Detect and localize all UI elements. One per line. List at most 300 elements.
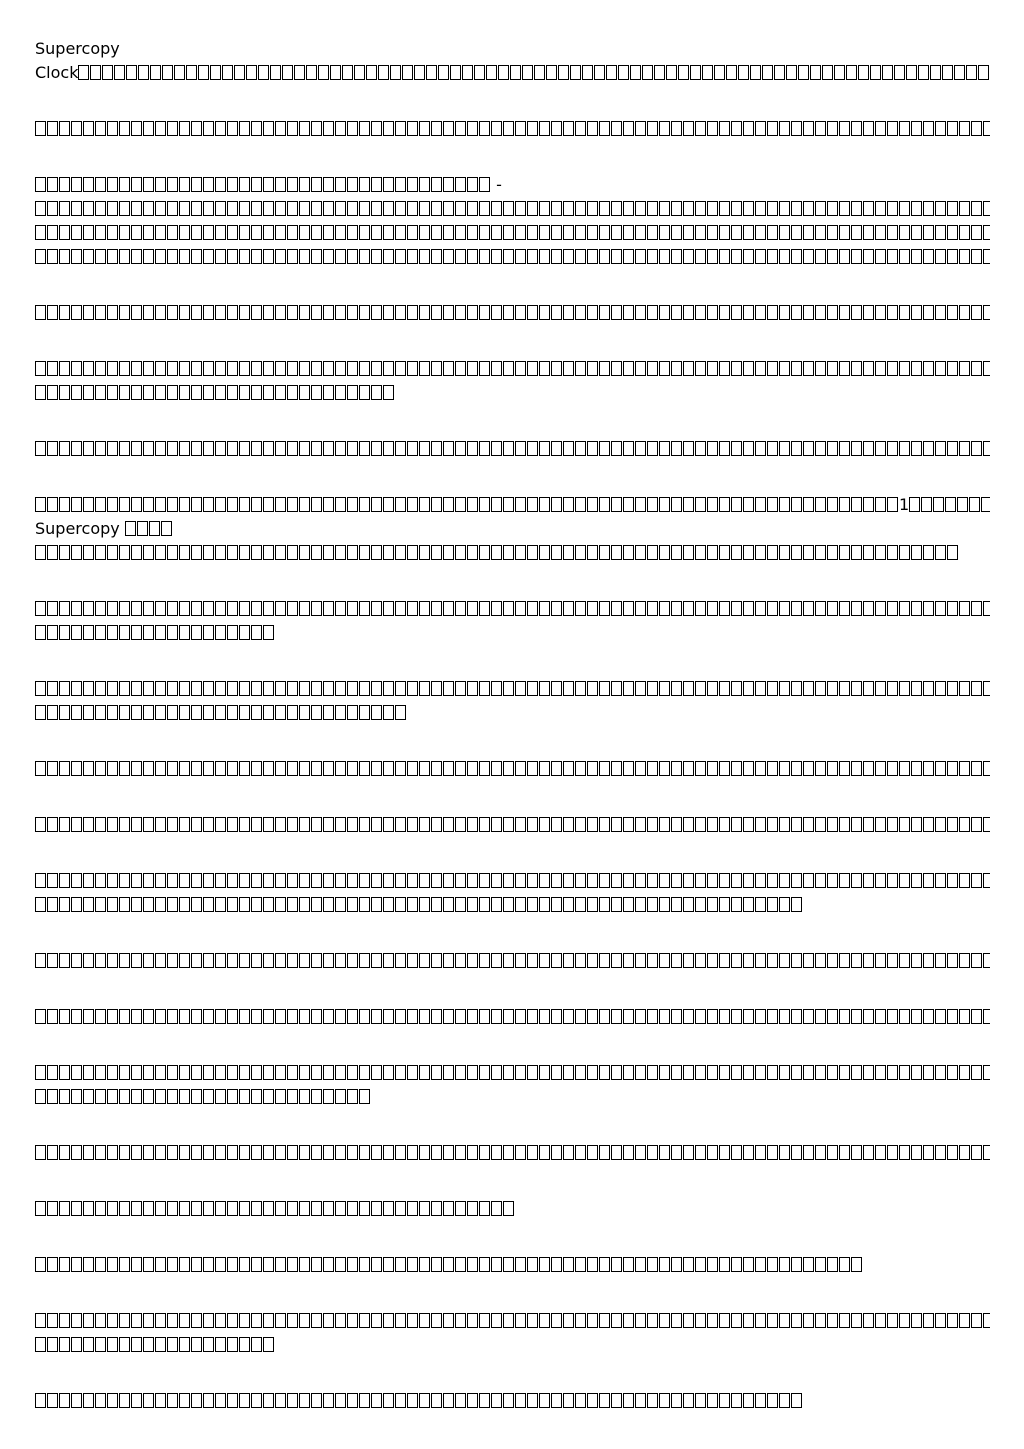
missing-glyph-box xyxy=(719,497,730,512)
missing-glyph-box xyxy=(323,1089,334,1104)
missing-glyph-box xyxy=(791,225,802,240)
missing-glyph-box xyxy=(479,361,490,376)
missing-glyph-box xyxy=(383,361,394,376)
missing-glyph-box xyxy=(371,385,382,400)
missing-glyph-box xyxy=(899,817,910,832)
missing-glyph-box xyxy=(791,897,802,912)
missing-glyph-box xyxy=(419,1393,430,1408)
missing-glyph-box xyxy=(983,1009,990,1024)
missing-glyph-box xyxy=(143,681,154,696)
missing-glyph-box xyxy=(191,1201,202,1216)
missing-glyph-box xyxy=(395,953,406,968)
missing-glyph-box xyxy=(203,873,214,888)
missing-glyph-box xyxy=(299,953,310,968)
missing-glyph-box xyxy=(971,225,982,240)
missing-glyph-box xyxy=(263,305,274,320)
missing-glyph-box xyxy=(611,305,622,320)
missing-glyph-box xyxy=(395,249,406,264)
missing-glyph-box xyxy=(107,1065,118,1080)
text-line xyxy=(35,301,990,325)
missing-glyph-box xyxy=(479,545,490,560)
missing-glyph-box xyxy=(731,1393,742,1408)
missing-glyph-box xyxy=(515,225,526,240)
missing-glyph-box xyxy=(671,305,682,320)
missing-glyph-box xyxy=(815,1145,826,1160)
missing-glyph-box xyxy=(443,601,454,616)
missing-glyph-box xyxy=(719,681,730,696)
missing-glyph-box xyxy=(239,1089,250,1104)
missing-glyph-box xyxy=(551,873,562,888)
missing-glyph-box xyxy=(587,953,598,968)
missing-glyph-box xyxy=(131,761,142,776)
missing-glyph-box xyxy=(191,225,202,240)
missing-glyph-box xyxy=(59,897,70,912)
missing-glyph-box xyxy=(803,497,814,512)
missing-glyph-box xyxy=(923,441,934,456)
missing-glyph-box xyxy=(887,225,898,240)
missing-glyph-box xyxy=(635,897,646,912)
missing-glyph-box xyxy=(743,249,754,264)
missing-glyph-box xyxy=(323,1009,334,1024)
missing-glyph-box xyxy=(635,953,646,968)
missing-glyph-box xyxy=(611,545,622,560)
missing-glyph-box xyxy=(623,121,634,136)
missing-glyph-box xyxy=(815,441,826,456)
missing-glyph-box xyxy=(455,1313,466,1328)
missing-glyph-box xyxy=(563,201,574,216)
missing-glyph-box xyxy=(527,873,538,888)
missing-glyph-box xyxy=(167,1089,178,1104)
missing-glyph-box xyxy=(491,1145,502,1160)
missing-glyph-box xyxy=(419,545,430,560)
missing-glyph-box xyxy=(623,817,634,832)
missing-glyph-box xyxy=(371,1009,382,1024)
missing-glyph-box xyxy=(875,1065,886,1080)
missing-glyph-box xyxy=(959,601,970,616)
missing-glyph-box xyxy=(83,897,94,912)
missing-glyph-box xyxy=(563,121,574,136)
missing-glyph-box xyxy=(515,601,526,616)
missing-glyph-box xyxy=(419,121,430,136)
missing-glyph-box xyxy=(443,681,454,696)
missing-glyph-box xyxy=(131,545,142,560)
missing-glyph-box xyxy=(575,873,586,888)
missing-glyph-box xyxy=(491,1393,502,1408)
missing-glyph-box xyxy=(755,681,766,696)
missing-glyph-box xyxy=(395,121,406,136)
missing-glyph-box xyxy=(671,361,682,376)
missing-glyph-box xyxy=(755,1393,766,1408)
missing-glyph-box xyxy=(107,545,118,560)
missing-glyph-box xyxy=(503,601,514,616)
missing-glyph-box xyxy=(599,225,610,240)
missing-glyph-box xyxy=(35,249,46,264)
missing-glyph-box xyxy=(347,897,358,912)
missing-glyph-box xyxy=(107,601,118,616)
missing-glyph-box xyxy=(143,761,154,776)
missing-glyph-box xyxy=(671,1065,682,1080)
missing-glyph-box xyxy=(551,249,562,264)
text-line xyxy=(35,677,990,701)
missing-glyph-box xyxy=(851,225,862,240)
missing-glyph-box xyxy=(227,305,238,320)
missing-glyph-box xyxy=(875,361,886,376)
missing-glyph-box xyxy=(539,1009,550,1024)
missing-glyph-box xyxy=(419,953,430,968)
missing-glyph-box xyxy=(323,897,334,912)
missing-glyph-box xyxy=(155,225,166,240)
missing-glyph-box xyxy=(131,1257,142,1272)
missing-glyph-box xyxy=(227,705,238,720)
missing-glyph-box xyxy=(119,249,130,264)
missing-glyph-box xyxy=(491,1313,502,1328)
missing-glyph-box xyxy=(887,361,898,376)
missing-glyph-box xyxy=(863,817,874,832)
missing-glyph-box xyxy=(671,897,682,912)
missing-glyph-box xyxy=(599,361,610,376)
missing-glyph-box xyxy=(971,873,982,888)
missing-glyph-box xyxy=(71,953,82,968)
missing-glyph-box xyxy=(215,1201,226,1216)
missing-glyph-box xyxy=(551,761,562,776)
missing-glyph-box xyxy=(983,361,990,376)
missing-glyph-box xyxy=(959,1145,970,1160)
missing-glyph-box xyxy=(59,817,70,832)
missing-glyph-box xyxy=(227,201,238,216)
missing-glyph-box xyxy=(827,1009,838,1024)
missing-glyph-box xyxy=(71,873,82,888)
missing-glyph-box xyxy=(575,249,586,264)
missing-glyph-box xyxy=(959,305,970,320)
missing-glyph-box xyxy=(935,305,946,320)
missing-glyph-box xyxy=(851,249,862,264)
missing-glyph-box xyxy=(563,681,574,696)
paragraph xyxy=(35,1197,990,1221)
missing-glyph-box xyxy=(563,1393,574,1408)
missing-glyph-box xyxy=(647,1065,658,1080)
missing-glyph-box xyxy=(263,1089,274,1104)
missing-glyph-box xyxy=(719,361,730,376)
missing-glyph-box xyxy=(683,361,694,376)
missing-glyph-box xyxy=(323,953,334,968)
missing-glyph-box xyxy=(347,761,358,776)
missing-glyph-box xyxy=(203,705,214,720)
missing-glyph-box xyxy=(191,497,202,512)
missing-glyph-box xyxy=(215,201,226,216)
missing-glyph-box xyxy=(371,1313,382,1328)
missing-glyph-box xyxy=(275,225,286,240)
missing-glyph-box xyxy=(215,1257,226,1272)
missing-glyph-box xyxy=(191,873,202,888)
missing-glyph-box xyxy=(239,1009,250,1024)
missing-glyph-box xyxy=(563,761,574,776)
missing-glyph-box xyxy=(683,201,694,216)
missing-glyph-box xyxy=(395,873,406,888)
missing-glyph-box xyxy=(611,817,622,832)
missing-glyph-box xyxy=(899,545,910,560)
missing-glyph-box xyxy=(71,1313,82,1328)
missing-glyph-box xyxy=(587,761,598,776)
missing-glyph-box xyxy=(647,361,658,376)
missing-glyph-box xyxy=(35,441,46,456)
missing-glyph-box xyxy=(791,1009,802,1024)
missing-glyph-box xyxy=(815,201,826,216)
missing-glyph-box xyxy=(911,201,922,216)
missing-glyph-box xyxy=(743,1145,754,1160)
missing-glyph-box xyxy=(498,65,509,80)
missing-glyph-box xyxy=(587,305,598,320)
missing-glyph-box xyxy=(551,953,562,968)
missing-glyph-box xyxy=(635,873,646,888)
missing-glyph-box xyxy=(743,601,754,616)
missing-glyph-box xyxy=(755,1145,766,1160)
missing-glyph-box xyxy=(227,497,238,512)
missing-glyph-box xyxy=(803,601,814,616)
missing-glyph-box xyxy=(635,201,646,216)
missing-glyph-box xyxy=(35,305,46,320)
missing-glyph-box xyxy=(431,249,442,264)
missing-glyph-box xyxy=(899,761,910,776)
missing-glyph-box xyxy=(923,681,934,696)
missing-glyph-box xyxy=(143,953,154,968)
missing-glyph-box xyxy=(419,441,430,456)
missing-glyph-box xyxy=(167,545,178,560)
missing-glyph-box xyxy=(359,897,370,912)
missing-glyph-box xyxy=(767,1393,778,1408)
missing-glyph-box xyxy=(35,897,46,912)
missing-glyph-box xyxy=(779,681,790,696)
missing-glyph-box xyxy=(143,1201,154,1216)
text-line xyxy=(35,757,990,781)
missing-glyph-box xyxy=(71,1257,82,1272)
missing-glyph-box xyxy=(563,897,574,912)
missing-glyph-box xyxy=(35,625,46,640)
missing-glyph-box xyxy=(275,305,286,320)
missing-glyph-box xyxy=(299,1393,310,1408)
missing-glyph-box xyxy=(431,873,442,888)
missing-glyph-box xyxy=(299,121,310,136)
missing-glyph-box xyxy=(957,497,968,512)
missing-glyph-box xyxy=(191,249,202,264)
missing-glyph-box xyxy=(47,873,58,888)
missing-glyph-box xyxy=(827,1313,838,1328)
missing-glyph-box xyxy=(167,361,178,376)
missing-glyph-box xyxy=(239,1257,250,1272)
missing-glyph-box xyxy=(779,1257,790,1272)
missing-glyph-box xyxy=(191,1393,202,1408)
missing-glyph-box xyxy=(155,625,166,640)
missing-glyph-box xyxy=(59,361,70,376)
missing-glyph-box xyxy=(959,121,970,136)
missing-glyph-box xyxy=(683,225,694,240)
missing-glyph-box xyxy=(414,65,425,80)
missing-glyph-box xyxy=(683,497,694,512)
missing-glyph-box xyxy=(143,545,154,560)
missing-glyph-box xyxy=(647,201,658,216)
missing-glyph-box xyxy=(239,249,250,264)
missing-glyph-box xyxy=(503,201,514,216)
missing-glyph-box xyxy=(167,817,178,832)
missing-glyph-box xyxy=(767,873,778,888)
text-line xyxy=(35,1085,990,1109)
missing-glyph-box xyxy=(779,305,790,320)
missing-glyph-box xyxy=(635,681,646,696)
missing-glyph-box xyxy=(263,1393,274,1408)
missing-glyph-box xyxy=(47,545,58,560)
missing-glyph-box xyxy=(443,225,454,240)
missing-glyph-box xyxy=(383,201,394,216)
missing-glyph-box xyxy=(59,601,70,616)
missing-glyph-box xyxy=(371,1065,382,1080)
missing-glyph-box xyxy=(119,545,130,560)
missing-glyph-box xyxy=(503,225,514,240)
missing-glyph-box xyxy=(275,1201,286,1216)
missing-glyph-box xyxy=(263,681,274,696)
missing-glyph-box xyxy=(755,441,766,456)
missing-glyph-box xyxy=(959,441,970,456)
missing-glyph-box xyxy=(35,1201,46,1216)
missing-glyph-box xyxy=(815,1065,826,1080)
missing-glyph-box xyxy=(575,441,586,456)
missing-glyph-box xyxy=(875,953,886,968)
missing-glyph-box xyxy=(263,249,274,264)
missing-glyph-box xyxy=(647,953,658,968)
missing-glyph-box xyxy=(551,497,562,512)
missing-glyph-box xyxy=(587,681,598,696)
missing-glyph-box xyxy=(419,817,430,832)
missing-glyph-box xyxy=(803,121,814,136)
missing-glyph-box xyxy=(635,1145,646,1160)
missing-glyph-box xyxy=(131,385,142,400)
missing-glyph-box xyxy=(251,1089,262,1104)
missing-glyph-box xyxy=(83,1393,94,1408)
missing-glyph-box xyxy=(299,1065,310,1080)
missing-glyph-box xyxy=(467,201,478,216)
missing-glyph-box xyxy=(227,817,238,832)
missing-glyph-box xyxy=(599,817,610,832)
missing-glyph-box xyxy=(179,1313,190,1328)
missing-glyph-box xyxy=(179,177,190,192)
missing-glyph-box xyxy=(491,441,502,456)
missing-glyph-box xyxy=(443,1009,454,1024)
missing-glyph-box xyxy=(563,1257,574,1272)
missing-glyph-box xyxy=(275,953,286,968)
missing-glyph-box xyxy=(479,1393,490,1408)
missing-glyph-box xyxy=(443,545,454,560)
missing-glyph-box xyxy=(767,545,778,560)
missing-glyph-box xyxy=(779,225,790,240)
missing-glyph-box xyxy=(870,65,881,80)
missing-glyph-box xyxy=(947,545,958,560)
missing-glyph-box xyxy=(695,305,706,320)
missing-glyph-box xyxy=(419,761,430,776)
missing-glyph-box xyxy=(71,705,82,720)
missing-glyph-box xyxy=(299,1145,310,1160)
missing-glyph-box xyxy=(119,1393,130,1408)
text-line xyxy=(35,221,990,245)
missing-glyph-box xyxy=(167,121,178,136)
missing-glyph-box xyxy=(155,121,166,136)
missing-glyph-box xyxy=(311,361,322,376)
missing-glyph-box xyxy=(95,1089,106,1104)
missing-glyph-box xyxy=(587,545,598,560)
missing-glyph-box xyxy=(419,497,430,512)
missing-glyph-box xyxy=(887,1009,898,1024)
missing-glyph-box xyxy=(251,897,262,912)
missing-glyph-box xyxy=(635,497,646,512)
missing-glyph-box xyxy=(323,1201,334,1216)
missing-glyph-box xyxy=(203,497,214,512)
missing-glyph-box xyxy=(767,1009,778,1024)
missing-glyph-box xyxy=(131,817,142,832)
missing-glyph-box xyxy=(839,361,850,376)
missing-glyph-box xyxy=(947,305,958,320)
missing-glyph-box xyxy=(155,361,166,376)
missing-glyph-box xyxy=(827,497,838,512)
missing-glyph-box xyxy=(834,65,845,80)
missing-glyph-box xyxy=(263,1145,274,1160)
missing-glyph-box xyxy=(83,705,94,720)
text-line xyxy=(35,621,990,645)
text-line xyxy=(35,893,990,917)
missing-glyph-box xyxy=(143,1089,154,1104)
missing-glyph-box xyxy=(479,1009,490,1024)
missing-glyph-box xyxy=(395,225,406,240)
missing-glyph-box xyxy=(755,201,766,216)
missing-glyph-box xyxy=(719,897,730,912)
missing-glyph-box xyxy=(527,1009,538,1024)
missing-glyph-box xyxy=(59,201,70,216)
missing-glyph-box xyxy=(875,1145,886,1160)
missing-glyph-box xyxy=(47,249,58,264)
missing-glyph-box xyxy=(443,761,454,776)
missing-glyph-box xyxy=(311,1009,322,1024)
missing-glyph-box xyxy=(659,121,670,136)
missing-glyph-box xyxy=(215,249,226,264)
missing-glyph-box xyxy=(467,1313,478,1328)
missing-glyph-box xyxy=(899,121,910,136)
missing-glyph-box xyxy=(251,121,262,136)
missing-glyph-box xyxy=(623,1065,634,1080)
missing-glyph-box xyxy=(611,1393,622,1408)
missing-glyph-box xyxy=(827,761,838,776)
missing-glyph-box xyxy=(203,897,214,912)
missing-glyph-box xyxy=(251,361,262,376)
missing-glyph-box xyxy=(899,1009,910,1024)
missing-glyph-box xyxy=(671,817,682,832)
missing-glyph-box xyxy=(335,817,346,832)
text-line: - xyxy=(35,173,990,197)
missing-glyph-box xyxy=(383,953,394,968)
missing-glyph-box xyxy=(275,1009,286,1024)
missing-glyph-box xyxy=(479,897,490,912)
missing-glyph-box xyxy=(47,305,58,320)
missing-glyph-box xyxy=(923,1145,934,1160)
missing-glyph-box xyxy=(767,305,778,320)
missing-glyph-box xyxy=(143,705,154,720)
missing-glyph-box xyxy=(599,1313,610,1328)
missing-glyph-box xyxy=(311,1393,322,1408)
missing-glyph-box xyxy=(659,1313,670,1328)
missing-glyph-box xyxy=(755,361,766,376)
missing-glyph-box xyxy=(503,545,514,560)
missing-glyph-box xyxy=(515,441,526,456)
missing-glyph-box xyxy=(299,201,310,216)
missing-glyph-box xyxy=(366,65,377,80)
missing-glyph-box xyxy=(594,65,605,80)
missing-glyph-box xyxy=(347,201,358,216)
missing-glyph-box xyxy=(455,545,466,560)
